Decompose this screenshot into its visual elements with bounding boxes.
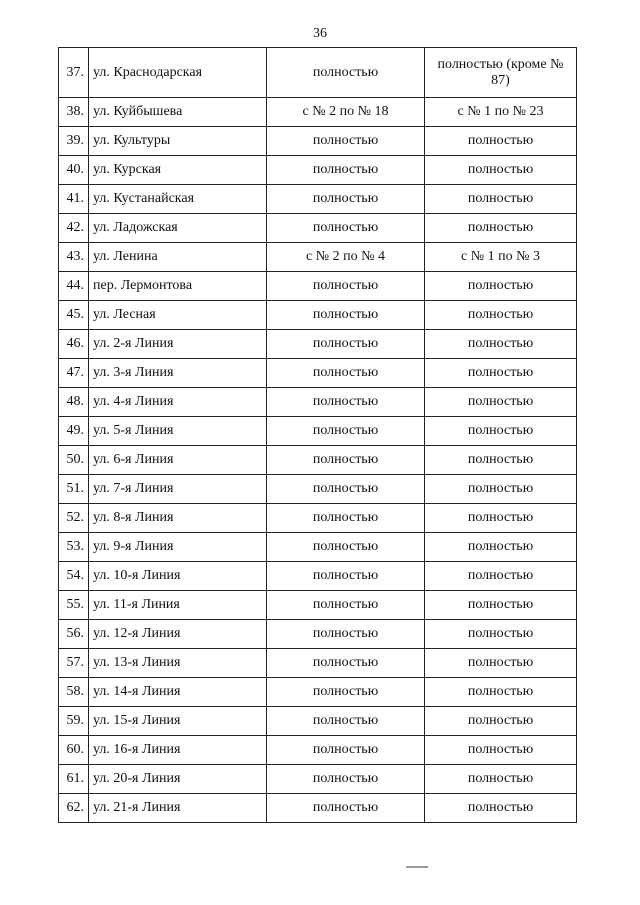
table-row bbox=[59, 562, 577, 591]
table-row bbox=[59, 272, 577, 301]
row-number: 54. bbox=[59, 562, 89, 591]
street-name: ул. 3-я Линия bbox=[89, 359, 267, 388]
table-row bbox=[59, 649, 577, 678]
odd-side-range: полностью bbox=[425, 591, 577, 620]
row-number: 43. bbox=[59, 243, 89, 272]
table-row bbox=[59, 359, 577, 388]
table-row bbox=[59, 243, 577, 272]
table-row bbox=[59, 330, 577, 359]
table-row bbox=[59, 214, 577, 243]
row-number: 48. bbox=[59, 388, 89, 417]
street-name: ул. Кустанайская bbox=[89, 185, 267, 214]
table-row bbox=[59, 388, 577, 417]
odd-side-range: полностью bbox=[425, 214, 577, 243]
row-number: 42. bbox=[59, 214, 89, 243]
street-name: ул. 5-я Линия bbox=[89, 417, 267, 446]
street-name: ул. Культуры bbox=[89, 127, 267, 156]
table-row bbox=[59, 678, 577, 707]
odd-side-range: полностью bbox=[425, 765, 577, 794]
row-number: 37. bbox=[59, 48, 89, 98]
table-row bbox=[59, 765, 577, 794]
row-number: 52. bbox=[59, 504, 89, 533]
table-row bbox=[59, 301, 577, 330]
odd-side-range: полностью bbox=[425, 359, 577, 388]
row-number: 62. bbox=[59, 794, 89, 823]
street-name: ул. 6-я Линия bbox=[89, 446, 267, 475]
street-name: ул. 10-я Линия bbox=[89, 562, 267, 591]
street-name: ул. Краснодарская bbox=[89, 48, 267, 98]
even-side-range: полностью bbox=[267, 301, 425, 330]
row-number: 58. bbox=[59, 678, 89, 707]
even-side-range: полностью bbox=[267, 156, 425, 185]
table-row bbox=[59, 591, 577, 620]
table-row bbox=[59, 736, 577, 765]
row-number: 38. bbox=[59, 98, 89, 127]
table-row bbox=[59, 794, 577, 823]
odd-side-range: полностью bbox=[425, 272, 577, 301]
row-number: 59. bbox=[59, 707, 89, 736]
street-name: ул. 14-я Линия bbox=[89, 678, 267, 707]
even-side-range: полностью bbox=[267, 214, 425, 243]
odd-side-range: полностью bbox=[425, 388, 577, 417]
odd-side-range: полностью bbox=[425, 446, 577, 475]
odd-side-range: полностью bbox=[425, 156, 577, 185]
table-row bbox=[59, 156, 577, 185]
odd-side-range: полностью bbox=[425, 620, 577, 649]
odd-side-range: полностью bbox=[425, 330, 577, 359]
row-number: 47. bbox=[59, 359, 89, 388]
street-name: ул. 11-я Линия bbox=[89, 591, 267, 620]
even-side-range: полностью bbox=[267, 185, 425, 214]
even-side-range: полностью bbox=[267, 794, 425, 823]
even-side-range: полностью bbox=[267, 736, 425, 765]
street-name: ул. 9-я Линия bbox=[89, 533, 267, 562]
row-number: 44. bbox=[59, 272, 89, 301]
streets-table-body bbox=[59, 48, 577, 823]
even-side-range: полностью bbox=[267, 765, 425, 794]
street-name: ул. Лесная bbox=[89, 301, 267, 330]
even-side-range: полностью bbox=[267, 620, 425, 649]
row-number: 56. bbox=[59, 620, 89, 649]
street-name: ул. 21-я Линия bbox=[89, 794, 267, 823]
street-name: ул. 12-я Линия bbox=[89, 620, 267, 649]
row-number: 39. bbox=[59, 127, 89, 156]
even-side-range: полностью bbox=[267, 417, 425, 446]
table-row bbox=[59, 620, 577, 649]
odd-side-range: с № 1 по № 23 bbox=[425, 98, 577, 127]
table-row bbox=[59, 127, 577, 156]
row-number: 46. bbox=[59, 330, 89, 359]
odd-side-range: полностью bbox=[425, 127, 577, 156]
even-side-range: полностью bbox=[267, 562, 425, 591]
street-name: ул. Куйбышева bbox=[89, 98, 267, 127]
odd-side-range: полностью bbox=[425, 185, 577, 214]
table-row bbox=[59, 98, 577, 127]
even-side-range: с № 2 по № 18 bbox=[267, 98, 425, 127]
row-number: 50. bbox=[59, 446, 89, 475]
odd-side-range: полностью (кроме № 87) bbox=[425, 48, 577, 98]
odd-side-range: с № 1 по № 3 bbox=[425, 243, 577, 272]
odd-side-range: полностью bbox=[425, 533, 577, 562]
table-row bbox=[59, 533, 577, 562]
street-name: ул. 15-я Линия bbox=[89, 707, 267, 736]
odd-side-range: полностью bbox=[425, 794, 577, 823]
even-side-range: полностью bbox=[267, 359, 425, 388]
even-side-range: полностью bbox=[267, 591, 425, 620]
row-number: 53. bbox=[59, 533, 89, 562]
street-name: ул. 4-я Линия bbox=[89, 388, 267, 417]
even-side-range: полностью bbox=[267, 678, 425, 707]
even-side-range: полностью bbox=[267, 707, 425, 736]
streets-table bbox=[58, 47, 577, 823]
street-name: ул. Ленина bbox=[89, 243, 267, 272]
row-number: 45. bbox=[59, 301, 89, 330]
even-side-range: полностью bbox=[267, 388, 425, 417]
even-side-range: полностью bbox=[267, 330, 425, 359]
street-name: ул. Ладожская bbox=[89, 214, 267, 243]
table-row bbox=[59, 446, 577, 475]
table-row bbox=[59, 504, 577, 533]
row-number: 51. bbox=[59, 475, 89, 504]
even-side-range: полностью bbox=[267, 533, 425, 562]
row-number: 41. bbox=[59, 185, 89, 214]
odd-side-range: полностью bbox=[425, 504, 577, 533]
row-number: 57. bbox=[59, 649, 89, 678]
even-side-range: полностью bbox=[267, 649, 425, 678]
street-name: ул. 7-я Линия bbox=[89, 475, 267, 504]
odd-side-range: полностью bbox=[425, 475, 577, 504]
street-name: ул. 20-я Линия bbox=[89, 765, 267, 794]
street-name: ул. 16-я Линия bbox=[89, 736, 267, 765]
row-number: 55. bbox=[59, 591, 89, 620]
odd-side-range: полностью bbox=[425, 562, 577, 591]
row-number: 49. bbox=[59, 417, 89, 446]
odd-side-range: полностью bbox=[425, 736, 577, 765]
odd-side-range: полностью bbox=[425, 649, 577, 678]
row-number: 40. bbox=[59, 156, 89, 185]
street-name: ул. 13-я Линия bbox=[89, 649, 267, 678]
even-side-range: полностью bbox=[267, 127, 425, 156]
odd-side-range: полностью bbox=[425, 707, 577, 736]
even-side-range: с № 2 по № 4 bbox=[267, 243, 425, 272]
even-side-range: полностью bbox=[267, 48, 425, 98]
table-row bbox=[59, 185, 577, 214]
even-side-range: полностью bbox=[267, 272, 425, 301]
street-name: пер. Лермонтова bbox=[89, 272, 267, 301]
table-row bbox=[59, 417, 577, 446]
scan-mark bbox=[406, 866, 428, 868]
odd-side-range: полностью bbox=[425, 678, 577, 707]
page-number: 36 bbox=[313, 26, 327, 41]
street-name: ул. 8-я Линия bbox=[89, 504, 267, 533]
even-side-range: полностью bbox=[267, 446, 425, 475]
even-side-range: полностью bbox=[267, 475, 425, 504]
table-row bbox=[59, 475, 577, 504]
row-number: 60. bbox=[59, 736, 89, 765]
odd-side-range: полностью bbox=[425, 301, 577, 330]
even-side-range: полностью bbox=[267, 504, 425, 533]
table-row bbox=[59, 707, 577, 736]
street-name: ул. 2-я Линия bbox=[89, 330, 267, 359]
street-name: ул. Курская bbox=[89, 156, 267, 185]
row-number: 61. bbox=[59, 765, 89, 794]
table-row bbox=[59, 48, 577, 98]
odd-side-range: полностью bbox=[425, 417, 577, 446]
